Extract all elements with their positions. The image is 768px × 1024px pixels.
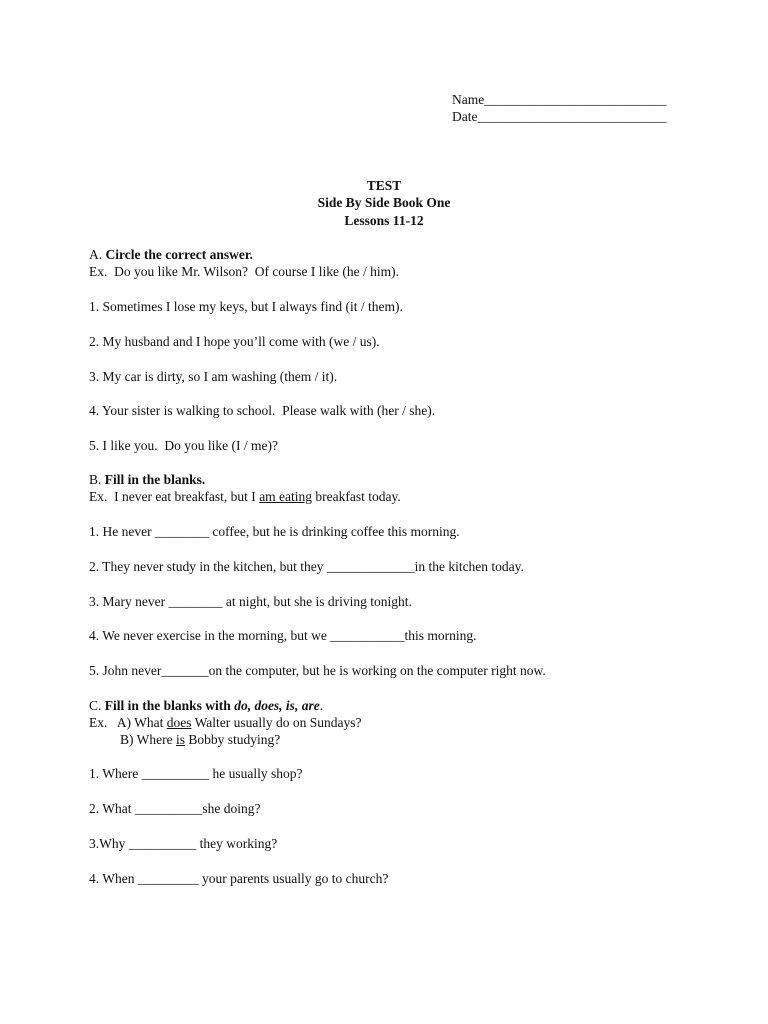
- section-c-letter: C.: [89, 698, 105, 713]
- section-c-item: 3.Why __________ they working?: [89, 836, 278, 851]
- section-b-example: [89, 488, 401, 505]
- section-b-item: 5. John never_______on the computer, but he is working on the computer right now.: [89, 663, 546, 678]
- book-title: Side By Side Book One: [317, 195, 451, 210]
- test-title: TEST: [366, 178, 402, 193]
- lessons-title: Lessons 11-12: [344, 213, 424, 228]
- section-b-heading: [89, 471, 205, 488]
- section-a-item: 5. I like you. Do you like (I / me)?: [89, 438, 278, 453]
- section-c-example-b: [120, 731, 280, 748]
- name-field: Name___________________________: [452, 92, 667, 107]
- section-c-item: 4. When _________ your parents usually go to church?: [89, 871, 389, 886]
- section-c-example-b-pre: B) Where: [120, 732, 176, 747]
- section-b-example-answer: am eating: [259, 489, 313, 504]
- section-a-heading: [89, 246, 253, 263]
- section-c-example-b-answer: is: [175, 732, 185, 747]
- section-b-instruction: Fill in the blanks.: [104, 472, 206, 487]
- section-a-item: 1. Sometimes I lose my keys, but I always find (it / them).: [89, 299, 403, 314]
- section-c-example-a-answer: does: [166, 715, 192, 730]
- section-b-letter: B.: [89, 472, 105, 487]
- section-c-item: 2. What __________she doing?: [89, 801, 261, 816]
- section-b-item: 2. They never study in the kitchen, but they _____________in the kitchen today.: [89, 559, 524, 574]
- section-b-item: 3. Mary never ________ at night, but she is driving tonight.: [89, 594, 412, 609]
- section-c-example-a-pre: Ex. A) What: [89, 715, 167, 730]
- section-b-example-pre: Ex. I never eat breakfast, but I: [89, 489, 260, 504]
- section-b-item: 4. We never exercise in the morning, but we ___________this morning.: [89, 628, 477, 643]
- section-c-example-a: [89, 714, 362, 731]
- section-a-item: 4. Your sister is walking to school. Please walk with (her / she).: [89, 403, 436, 418]
- date-field: Date____________________________: [452, 109, 667, 124]
- section-a-item: 3. My car is dirty, so I am washing (them / it).: [89, 369, 338, 384]
- section-a-example: Ex. Do you like Mr. Wilson? Of course I like (he / him).: [89, 264, 400, 279]
- section-c-instruction-end: .: [319, 698, 324, 713]
- section-c-item: 1. Where __________ he usually shop?: [89, 766, 303, 781]
- section-a-instruction: Circle the correct answer.: [105, 247, 253, 262]
- section-a-letter: A.: [89, 247, 106, 262]
- section-b-example-post: breakfast today.: [312, 489, 401, 504]
- section-c-instruction-words: do, does, is, are: [234, 698, 320, 713]
- section-a-item: 2. My husband and I hope you’ll come with (we / us).: [89, 334, 380, 349]
- section-c-instruction: Fill in the blanks with: [104, 698, 235, 713]
- section-c-example-b-post: Bobby studying?: [185, 732, 281, 747]
- section-c-heading: [89, 697, 323, 714]
- section-c-example-a-post: Walter usually do on Sundays?: [191, 715, 362, 730]
- section-b-item: 1. He never ________ coffee, but he is drinking coffee this morning.: [89, 524, 460, 539]
